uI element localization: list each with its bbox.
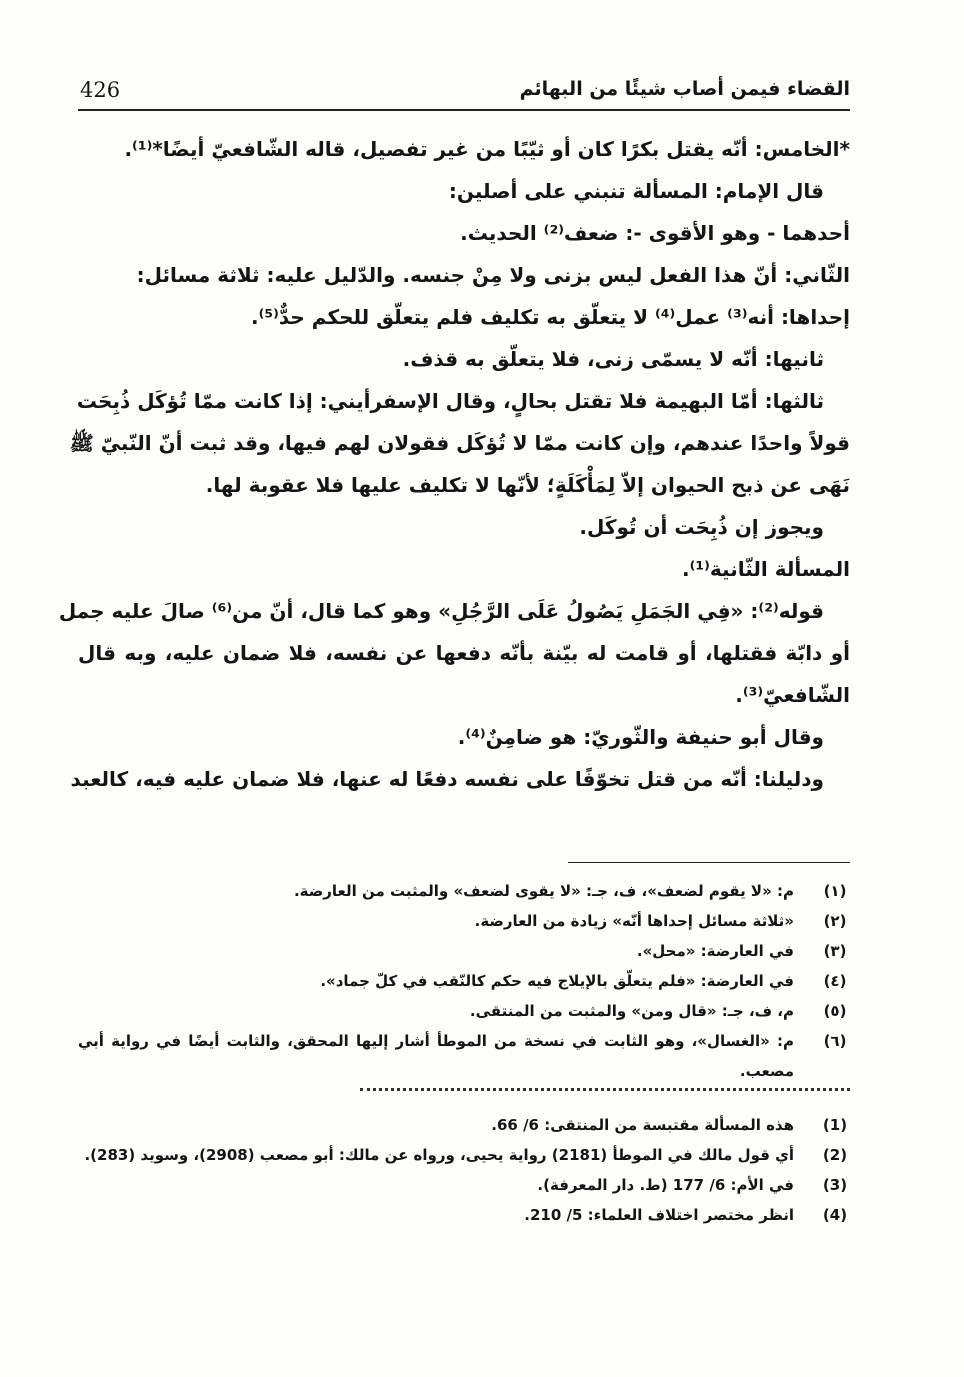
footnote	[78, 1200, 850, 1230]
body-line: ثالثها: أمّا البهيمة فلا تقتل بحالٍ، وقال الإسفرأيني: إذا كانت ممّا تُؤكَل ذُبِحَت	[76, 389, 824, 413]
main-text	[58, 128, 850, 800]
footnote	[78, 996, 850, 1026]
body-line: ودليلنا: أنّه من قتل تخوّفًا على نفسه دفعًا له عنها، فلا ضمان عليه فيه، كالعبد	[70, 767, 824, 791]
footnote	[78, 906, 850, 936]
running-title: القضاء فيمن أصاب شيئًا من البهائم	[519, 78, 850, 100]
body-line: ثانيها: أنّه لا يسمّى زنى، فلا يتعلّق به قذف.	[402, 347, 824, 371]
footnote-text: في العارضة: «محل».	[636, 942, 794, 960]
footnote	[78, 1110, 850, 1140]
body-line: وقال أبو حنيفة والثّوريّ: هو ضامِنٌ⁽⁴⁾.	[457, 725, 824, 749]
footnote-text: في العارضة: «فلم يتعلّق بالإيلاج فيه حكم كالنّقب في كلّ جماد».	[320, 972, 794, 990]
numbered-footnotes	[78, 1110, 850, 1230]
body-line: قوله⁽²⁾: «فِي الجَمَلِ يَصُولُ عَلَى الرَّجُلِ» وهو كما قال، أنّ من⁽⁶⁾ صالَ عليه جمل	[58, 599, 824, 623]
footnote	[78, 876, 850, 906]
body-line: الثّاني: أنّ هذا الفعل ليس بزنى ولا مِنْ جنسه. والدّليل عليه: ثلاثة مسائل:	[136, 263, 850, 287]
footnote	[78, 1026, 850, 1086]
footnote	[78, 936, 850, 966]
footnote	[78, 966, 850, 996]
footnote-text: «ثلاثة مسائل إحداها أنّه» زيادة من العارضة.	[474, 912, 794, 930]
footnote-number: (1)	[822, 1116, 848, 1134]
footnote-number: (3)	[822, 1176, 848, 1194]
body-line: *الخامس: أنّه يقتل بكرًا كان أو ثيّبًا من غير تفصيل، قاله الشّافعيّ أيضًا*⁽¹⁾.	[124, 137, 850, 161]
footnote-number: (2)	[822, 1146, 848, 1164]
page-header	[78, 72, 850, 112]
body-line: أحدهما - وهو الأقوى -: ضعف⁽²⁾ الحديث.	[460, 221, 850, 245]
page-number: 426	[80, 78, 121, 102]
footnote	[78, 1140, 850, 1170]
footnote-text: هذه المسألة مقتبسة من المنتقى: 6/ 66.	[491, 1116, 794, 1134]
footnote-number: (٥)	[823, 1002, 847, 1020]
footnote-text: م: «الغسال»، وهو الثابت في نسخة من الموطأ أشار إليها المحقق، والثابت أيضًا في رواية أبي مصعب.	[78, 1032, 794, 1080]
body-line: قولاً واحدًا عندهم، وإن كانت ممّا لا تُؤكَل فقولان لهم فيها، وقد ثبت أنّ النّبيّ ﷺ	[69, 431, 850, 455]
footnote-number: (١)	[823, 882, 847, 900]
arabic-footnotes	[78, 876, 850, 1086]
footnote-number: (٣)	[823, 942, 847, 960]
body-line: أو دابّة فقتلها، أو قامت له بيّنة بأنّه دفعها عن نفسه، فلا ضمان عليه، وبه قال	[78, 641, 850, 665]
header-rule	[78, 109, 850, 111]
footnote-text: م، ف، جـ: «قال ومن» والمثبت من المنتقى.	[469, 1002, 794, 1020]
body-line: إحداها: أنه⁽³⁾ عمل⁽⁴⁾ لا يتعلّق به تكليف فلم يتعلّق للحكم حدٌّ⁽⁵⁾.	[250, 305, 850, 329]
footnote	[78, 1170, 850, 1200]
body-line: قال الإمام: المسألة تنبني على أصلين:	[448, 179, 824, 203]
footnote-number: (٤)	[823, 972, 847, 990]
footnote-text: في الأم: 6/ 177 (ط. دار المعرفة).	[537, 1176, 794, 1194]
body-line: نَهَى عن ذبح الحيوان إلاّ لِمَأْكَلَةٍ؛ لأنّها لا تكليف عليها فلا عقوبة لها.	[205, 473, 850, 497]
footnote-separator	[568, 862, 850, 863]
body-line: ويجوز إن ذُبِحَت أن تُوكَل.	[579, 515, 824, 539]
footnote-dotted-separator	[360, 1088, 850, 1091]
footnote-number: (٦)	[823, 1032, 847, 1050]
footnote-number: (٢)	[823, 912, 847, 930]
footnote-number: (4)	[822, 1206, 848, 1224]
footnote-text: م: «لا يقوم لضعف»، ف، جـ: «لا يقوى لضعف» والمثبت من العارضة.	[293, 882, 794, 900]
body-line: الشّافعيّ⁽³⁾.	[735, 683, 850, 707]
footnote-text: انظر مختصر اختلاف العلماء: 5/ 210.	[524, 1206, 794, 1224]
body-line: المسألة الثّانية⁽¹⁾.	[682, 557, 850, 581]
footnote-text: أي قول مالك في الموطأ (2181) رواية يحيى، ورواه عن مالك: أبو مصعب (2908)، وسويد (283).	[84, 1146, 794, 1164]
